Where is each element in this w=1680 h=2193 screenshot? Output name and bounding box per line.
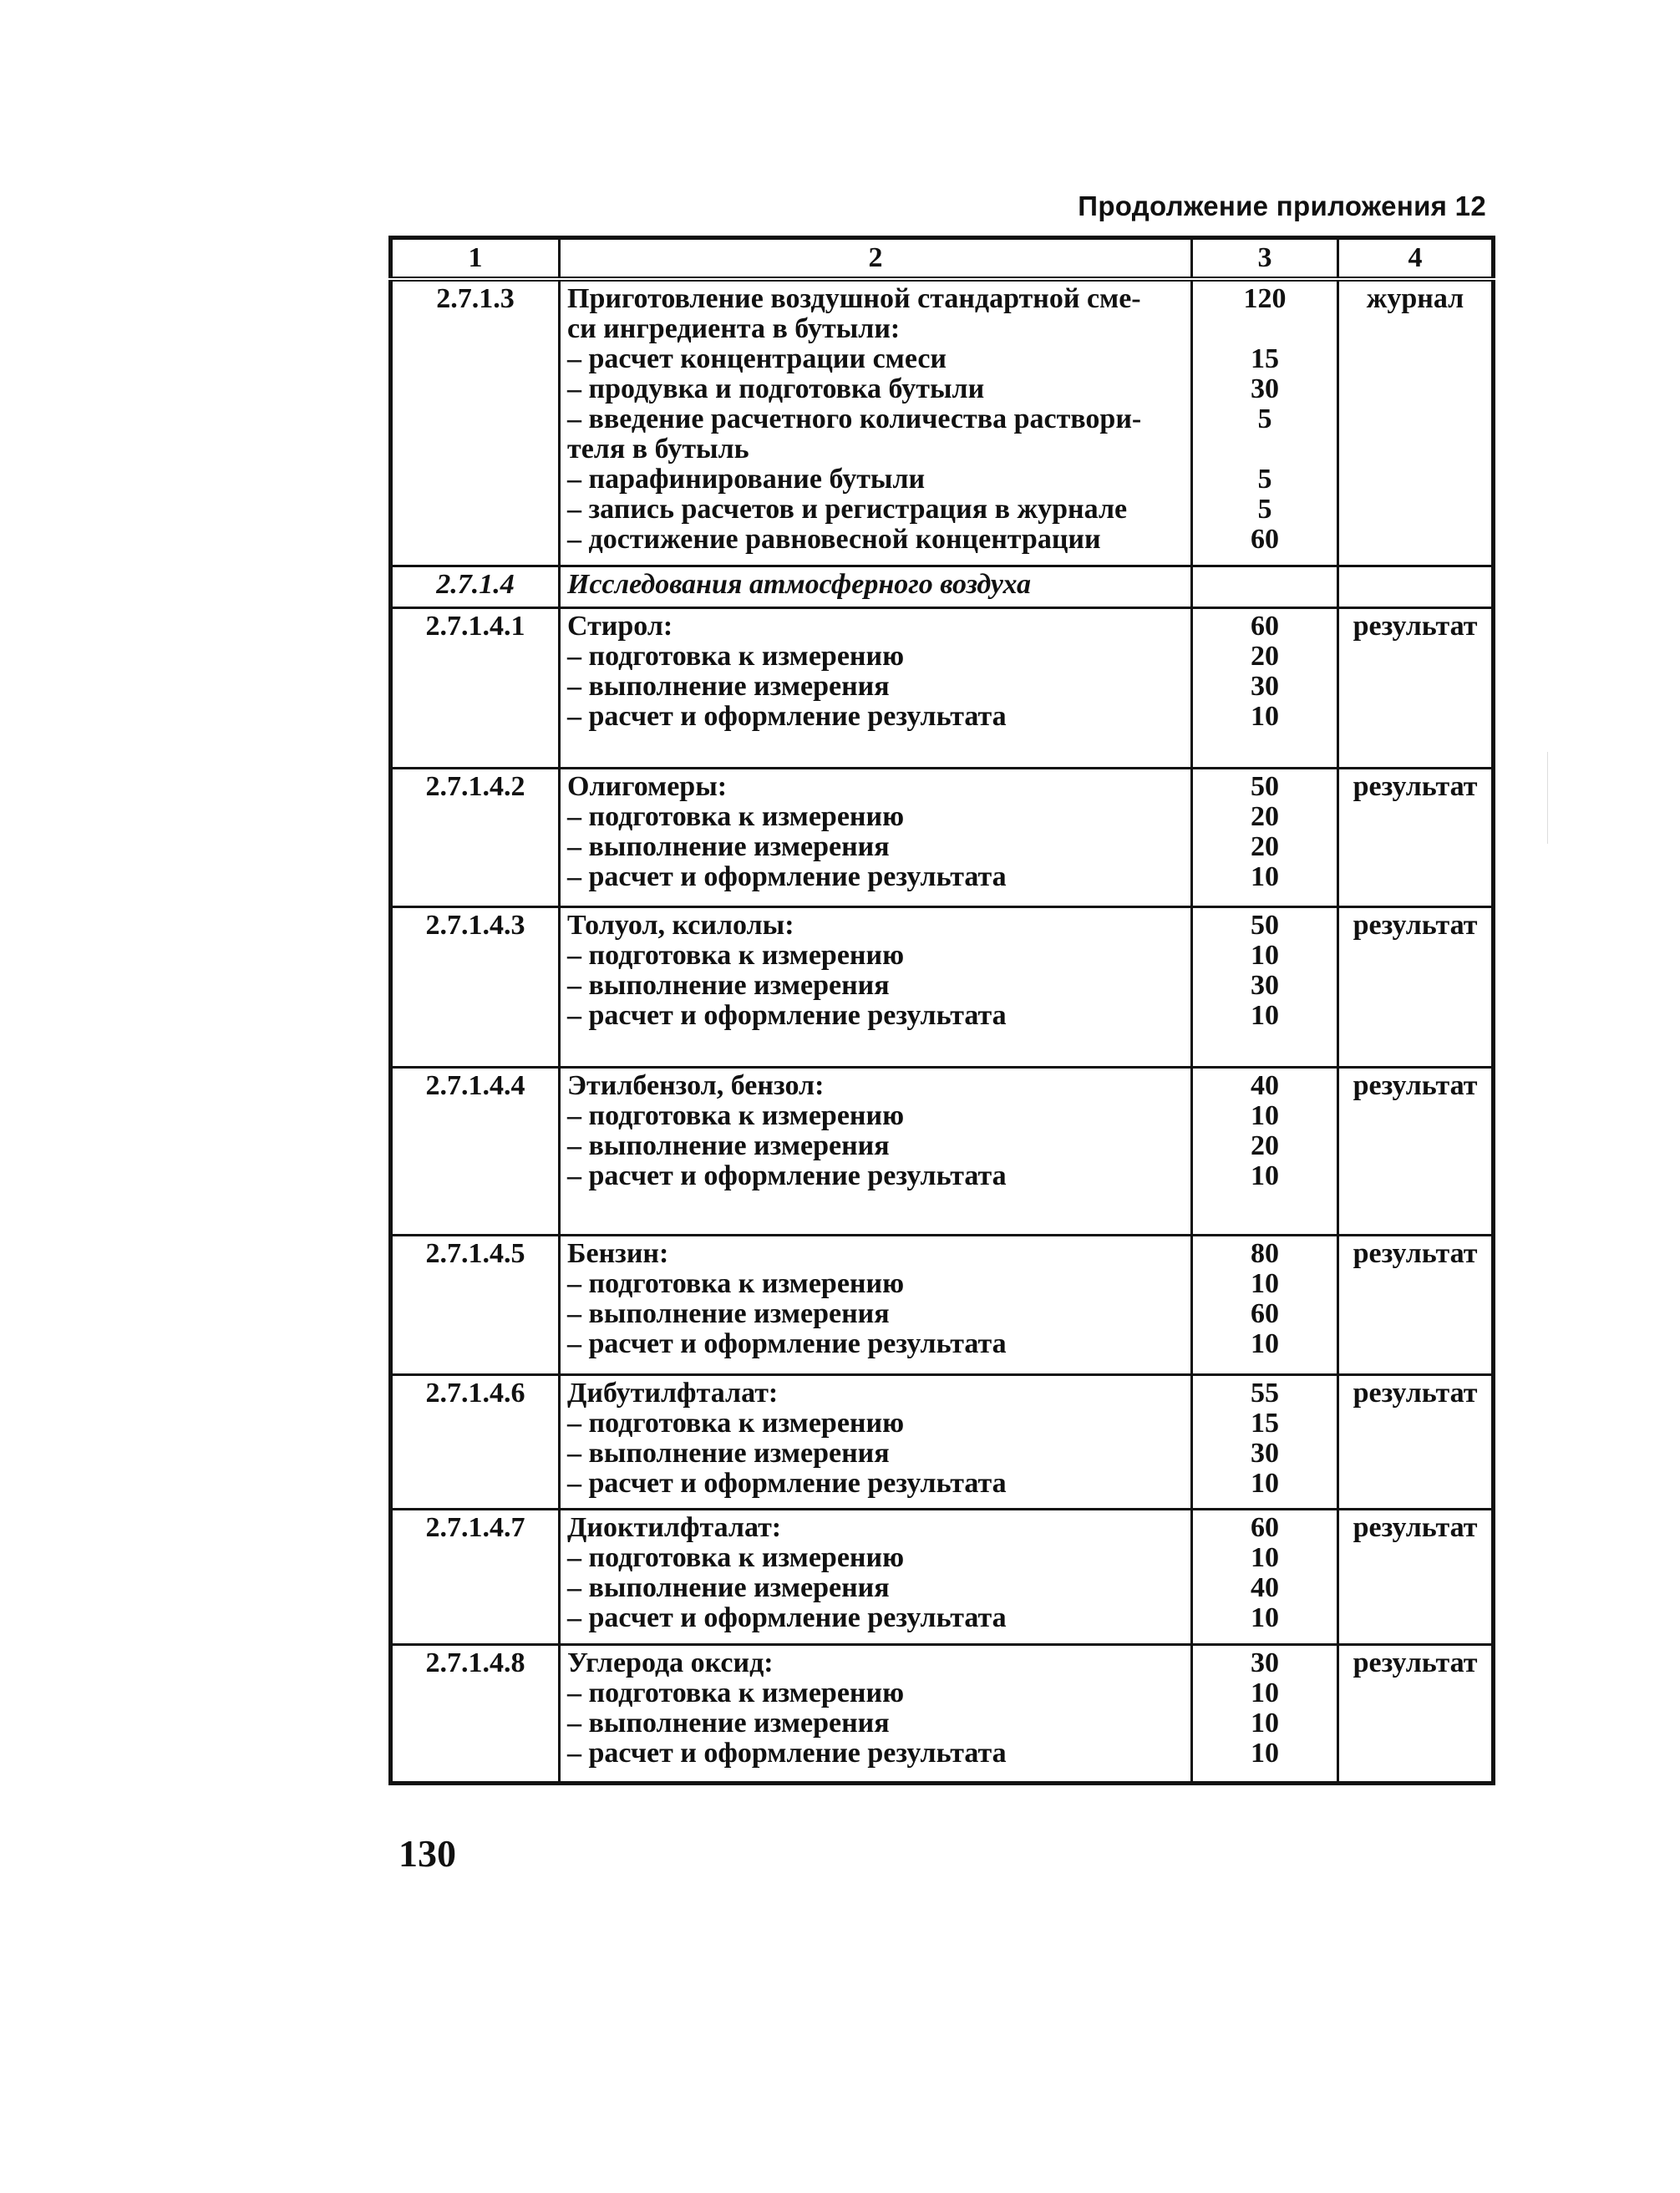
description-line: – запись расчетов и регистрация в журнале bbox=[567, 494, 1128, 525]
value-line: 15 bbox=[1251, 343, 1279, 375]
description-line: Этилбензол, бензол: bbox=[567, 1069, 825, 1101]
value-line: 10 bbox=[1251, 1000, 1279, 1032]
description-line: Стирол: bbox=[567, 611, 673, 642]
value-line bbox=[1200, 314, 1330, 344]
row-code: 2.7.1.4.3 bbox=[391, 907, 560, 1068]
value-line: 30 bbox=[1251, 671, 1279, 703]
value-line bbox=[1200, 434, 1330, 464]
description-line: – подготовка к измерению bbox=[567, 1542, 905, 1574]
description-line: – подготовка к измерению bbox=[567, 1268, 905, 1300]
row-values bbox=[1192, 1067, 1338, 1236]
row-values bbox=[1192, 1374, 1338, 1509]
row-code: 2.7.1.4 bbox=[391, 566, 560, 607]
table-row bbox=[391, 1374, 1494, 1509]
table-row bbox=[391, 279, 1494, 566]
value-line: 55 bbox=[1251, 1377, 1279, 1409]
value-line: 20 bbox=[1251, 1129, 1279, 1161]
table-row bbox=[391, 1236, 1494, 1374]
description-line: – расчет и оформление результата bbox=[567, 1160, 1007, 1191]
table-header-row bbox=[391, 238, 1494, 280]
description-line: Приготовление воздушной стандартной сме- bbox=[567, 283, 1141, 315]
row-description bbox=[560, 1644, 1192, 1783]
value-line: 5 bbox=[1257, 404, 1272, 435]
row-values bbox=[1192, 1510, 1338, 1644]
row-code: 2.7.1.4.1 bbox=[391, 608, 560, 769]
row-code: 2.7.1.4.7 bbox=[391, 1510, 560, 1644]
value-line: 10 bbox=[1251, 940, 1279, 972]
value-line: 10 bbox=[1251, 860, 1279, 892]
value-line: 5 bbox=[1257, 494, 1272, 525]
table-row bbox=[391, 1067, 1494, 1236]
value-line: 30 bbox=[1251, 373, 1279, 405]
description-line: – выполнение измерения bbox=[567, 1572, 890, 1604]
value-line: 80 bbox=[1251, 1238, 1279, 1270]
row-code: 2.7.1.4.5 bbox=[391, 1236, 560, 1374]
row-code: 2.7.1.4.6 bbox=[391, 1374, 560, 1509]
value-line: 10 bbox=[1251, 1602, 1279, 1634]
description-line: – выполнение измерения bbox=[567, 1707, 890, 1739]
table-caption: Продолжение приложения 12 bbox=[1078, 190, 1486, 221]
description-line: – выполнение измерения bbox=[567, 970, 890, 1002]
value-line: 20 bbox=[1251, 641, 1279, 673]
value-line: 60 bbox=[1251, 1512, 1279, 1544]
value-line: 60 bbox=[1251, 1298, 1279, 1330]
description-line: – парафинирование бутыли bbox=[567, 464, 926, 495]
row-unit: результат bbox=[1338, 907, 1494, 1068]
value-line: 10 bbox=[1251, 1737, 1279, 1769]
row-description bbox=[560, 608, 1192, 769]
value-line: 120 bbox=[1243, 283, 1287, 315]
margin-mark bbox=[1547, 752, 1548, 844]
row-values bbox=[1192, 279, 1338, 566]
row-unit: результат bbox=[1338, 1067, 1494, 1236]
description-line: теля в бутыль bbox=[567, 434, 749, 465]
row-description bbox=[560, 1374, 1192, 1509]
table-row bbox=[391, 1510, 1494, 1644]
description-line: Диоктилфталат: bbox=[567, 1512, 782, 1544]
column-header: 4 bbox=[1338, 238, 1494, 280]
description-line: – выполнение измерения bbox=[567, 830, 890, 862]
row-description bbox=[560, 1510, 1192, 1644]
row-values bbox=[1192, 1644, 1338, 1783]
value-line: 30 bbox=[1251, 1437, 1279, 1469]
value-line bbox=[1200, 570, 1330, 600]
row-code: 2.7.1.4.4 bbox=[391, 1067, 560, 1236]
row-code: 2.7.1.4.8 bbox=[391, 1644, 560, 1783]
value-line: 40 bbox=[1251, 1069, 1279, 1101]
value-line: 10 bbox=[1251, 1160, 1279, 1191]
value-line: 15 bbox=[1251, 1407, 1279, 1439]
value-line: 30 bbox=[1251, 1647, 1279, 1678]
row-unit: результат bbox=[1338, 768, 1494, 906]
description-line: – подготовка к измерению bbox=[567, 1099, 905, 1131]
description-line: – расчет и оформление результата bbox=[567, 1467, 1007, 1499]
description-line: Бензин: bbox=[567, 1238, 669, 1270]
description-line: – выполнение измерения bbox=[567, 1298, 890, 1330]
description-line: – подготовка к измерению bbox=[567, 940, 905, 972]
description-line: Углерода оксид: bbox=[567, 1647, 774, 1678]
description-line: – выполнение измерения bbox=[567, 671, 890, 703]
column-header: 1 bbox=[391, 238, 560, 280]
description-line: – расчет и оформление результата bbox=[567, 1000, 1007, 1032]
value-line: 60 bbox=[1251, 611, 1279, 642]
row-unit: результат bbox=[1338, 608, 1494, 769]
row-unit: результат bbox=[1338, 1236, 1494, 1374]
description-line: Исследования атмосферного воздуха bbox=[567, 568, 1032, 600]
value-line: 20 bbox=[1251, 800, 1279, 832]
value-line: 10 bbox=[1251, 1268, 1279, 1300]
table-row bbox=[391, 566, 1494, 607]
row-values bbox=[1192, 1236, 1338, 1374]
table-row bbox=[391, 768, 1494, 906]
row-code: 2.7.1.4.2 bbox=[391, 768, 560, 906]
table-row bbox=[391, 608, 1494, 769]
value-line: 10 bbox=[1251, 1099, 1279, 1131]
row-values bbox=[1192, 608, 1338, 769]
value-line: 10 bbox=[1251, 1328, 1279, 1360]
description-line: – расчет и оформление результата bbox=[567, 1328, 1007, 1360]
row-unit: результат bbox=[1338, 1374, 1494, 1509]
row-unit: результат bbox=[1338, 1644, 1494, 1783]
value-line: 5 bbox=[1257, 464, 1272, 495]
value-line: 50 bbox=[1251, 910, 1279, 942]
description-line: – выполнение измерения bbox=[567, 1437, 890, 1469]
schedule-table bbox=[388, 236, 1495, 1785]
description-line: – введение расчетного количества раствори- bbox=[567, 404, 1142, 435]
column-header: 3 bbox=[1192, 238, 1338, 280]
row-description bbox=[560, 566, 1192, 607]
page-number: 130 bbox=[398, 1832, 456, 1875]
description-line: – расчет и оформление результата bbox=[567, 860, 1007, 892]
row-description bbox=[560, 1236, 1192, 1374]
value-line: 10 bbox=[1251, 1467, 1279, 1499]
column-header: 2 bbox=[560, 238, 1192, 280]
description-line: – расчет концентрации смеси bbox=[567, 343, 947, 375]
value-line: 40 bbox=[1251, 1572, 1279, 1604]
description-line: – достижение равновесной концентрации bbox=[567, 524, 1101, 556]
value-line: 10 bbox=[1251, 1707, 1279, 1739]
row-values bbox=[1192, 907, 1338, 1068]
description-line: Дибутилфталат: bbox=[567, 1377, 779, 1409]
value-line: 10 bbox=[1251, 701, 1279, 733]
row-description bbox=[560, 907, 1192, 1068]
description-line: – подготовка к измерению bbox=[567, 800, 905, 832]
description-line: – подготовка к измерению bbox=[567, 641, 905, 673]
description-line: си ингредиента в бутыли: bbox=[567, 313, 901, 345]
description-line: – продувка и подготовка бутыли bbox=[567, 373, 985, 405]
row-description bbox=[560, 279, 1192, 566]
value-line: 20 bbox=[1251, 830, 1279, 862]
description-line: – расчет и оформление результата bbox=[567, 1602, 1007, 1634]
row-description bbox=[560, 1067, 1192, 1236]
value-line: 50 bbox=[1251, 770, 1279, 802]
table-row bbox=[391, 907, 1494, 1068]
description-line: – подготовка к измерению bbox=[567, 1407, 905, 1439]
row-description bbox=[560, 768, 1192, 906]
value-line: 60 bbox=[1251, 524, 1279, 556]
description-line: – расчет и оформление результата bbox=[567, 701, 1007, 733]
value-line: 30 bbox=[1251, 970, 1279, 1002]
description-line: – выполнение измерения bbox=[567, 1129, 890, 1161]
description-line: – расчет и оформление результата bbox=[567, 1737, 1007, 1769]
description-line: – подготовка к измерению bbox=[567, 1677, 905, 1708]
description-line: Толуол, ксилолы: bbox=[567, 910, 794, 942]
row-unit: журнал bbox=[1338, 279, 1494, 566]
row-values bbox=[1192, 768, 1338, 906]
row-code: 2.7.1.3 bbox=[391, 279, 560, 566]
row-values bbox=[1192, 566, 1338, 607]
row-unit bbox=[1338, 566, 1494, 607]
value-line: 10 bbox=[1251, 1542, 1279, 1574]
row-unit: результат bbox=[1338, 1510, 1494, 1644]
table-row bbox=[391, 1644, 1494, 1783]
description-line: Олигомеры: bbox=[567, 770, 728, 802]
value-line: 10 bbox=[1251, 1677, 1279, 1708]
